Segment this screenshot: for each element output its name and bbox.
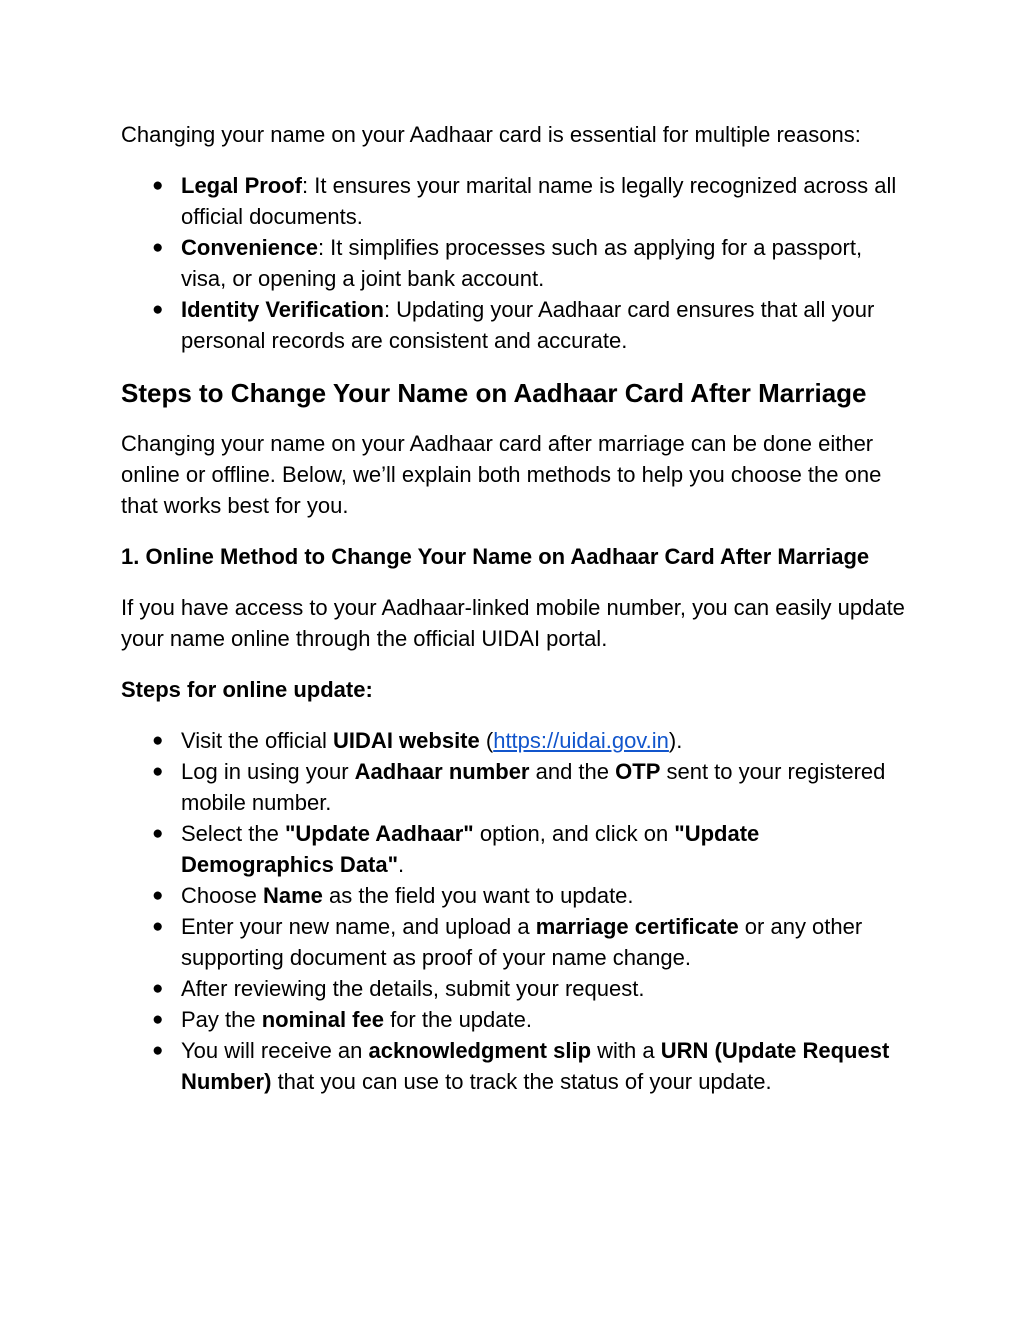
bullet-icon: ●: [152, 916, 164, 937]
section-heading: Steps to Change Your Name on Aadhaar Card After Marriage: [121, 378, 867, 408]
bullet-icon: ●: [152, 237, 164, 258]
bullet-icon: ●: [152, 885, 164, 906]
list-item: ● After reviewing the details, submit your request.: [121, 973, 911, 1004]
uidai-link[interactable]: https://uidai.gov.in: [493, 728, 669, 753]
reason-title: Convenience: [181, 235, 318, 260]
list-item: [121, 294, 911, 356]
list-item: ● Choose Name as the field you want to update.: [121, 880, 911, 911]
steps-list: [121, 725, 911, 1097]
bullet-icon: ●: [152, 761, 164, 782]
list-item: ● Enter your new name, and upload a marriage certificate or any other supporting document as proof of your name change.: [121, 911, 911, 973]
list-item: ● Pay the nominal fee for the update.: [121, 1004, 911, 1035]
bullet-icon: ●: [152, 175, 164, 196]
list-item: [121, 232, 911, 294]
bullet-icon: ●: [152, 1040, 164, 1061]
bullet-icon: ●: [152, 730, 164, 751]
list-item: ● Log in using your Aadhaar number and the OTP sent to your registered mobile number.: [121, 756, 911, 818]
bullet-icon: ●: [152, 299, 164, 320]
list-item: ● Visit the official UIDAI website (https://uidai.gov.in).: [121, 725, 911, 756]
intro-paragraph: Changing your name on your Aadhaar card is essential for multiple reasons:: [121, 122, 861, 147]
reason-text: : It simplifies processes such as applying for a passport, visa, or opening a joint bank account.: [181, 235, 863, 291]
list-item: [121, 170, 911, 232]
bullet-icon: ●: [152, 978, 164, 999]
reason-title: Identity Verification: [181, 297, 384, 322]
list-item: ● Select the "Update Aadhaar" option, and click on "Update Demographics Data".: [121, 818, 911, 880]
online-method-paragraph: If you have access to your Aadhaar-linked mobile number, you can easily update your name online through the official UIDAI portal.: [121, 595, 905, 651]
online-method-heading: 1. Online Method to Change Your Name on Aadhaar Card After Marriage: [121, 544, 870, 569]
steps-title: Steps for online update:: [121, 677, 373, 702]
bullet-icon: ●: [152, 823, 164, 844]
reason-title: Legal Proof: [181, 173, 303, 198]
document-page: [121, 119, 911, 1097]
bullet-icon: ●: [152, 1009, 164, 1030]
reasons-list: [121, 170, 911, 356]
reason-text: : It ensures your marital name is legally recognized across all official documents.: [181, 173, 897, 229]
reason-text: : Updating your Aadhaar card ensures that all your personal records are consistent and accurate.: [181, 297, 875, 353]
section-paragraph: Changing your name on your Aadhaar card after marriage can be done either online or offline. Below, we’ll explain both methods to help you choose the one that works best for you.: [121, 431, 882, 518]
list-item: ● You will receive an acknowledgment slip with a URN (Update Request Number) that you can use to track the status of your update.: [121, 1035, 911, 1097]
